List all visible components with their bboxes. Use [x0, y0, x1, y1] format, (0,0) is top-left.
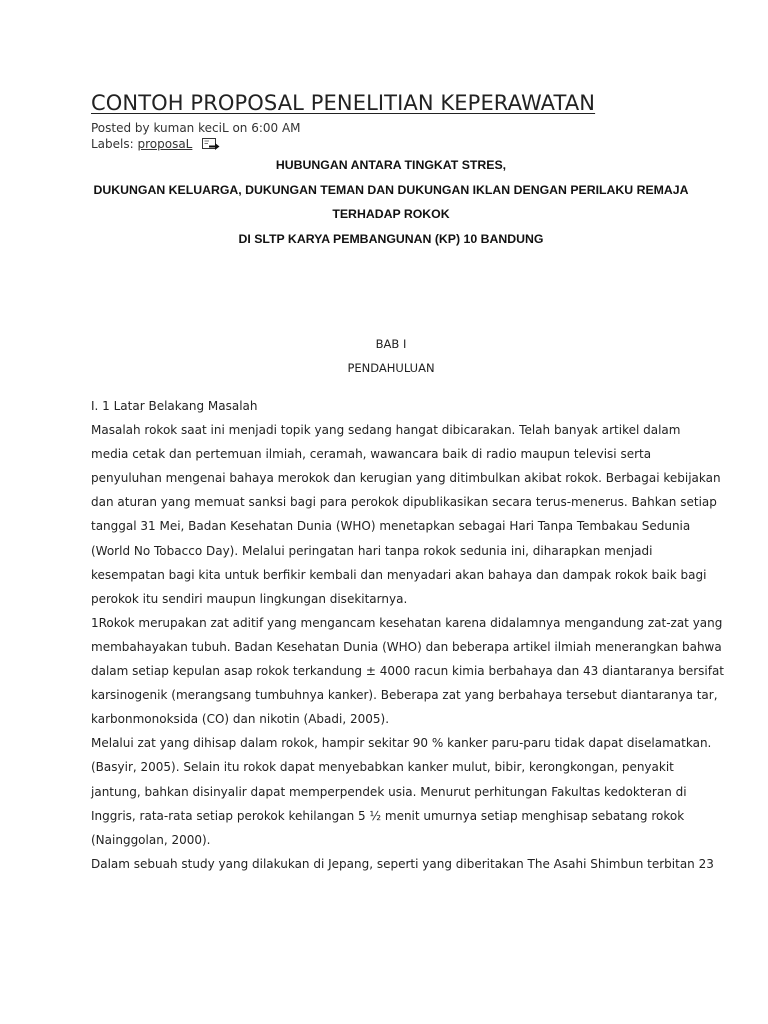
section-title: I. 1 Latar Belakang Masalah — [91, 399, 258, 413]
share-arrow-icon[interactable] — [202, 138, 220, 150]
body-line: penyuluhan mengenai bahaya merokok dan kerugian yang ditimbulkan akibat rokok. Berbagai kebijakan — [91, 471, 721, 486]
body-line: Masalah rokok saat ini menjadi topik yang sedang hangat dibicarakan. Telah banyak artikel dalam — [91, 423, 681, 438]
section-body — [91, 394, 725, 876]
heading-line: HUBUNGAN ANTARA TINGKAT STRES, — [275, 158, 507, 172]
labels-prefix: Labels: — [91, 137, 138, 151]
body-line: tanggal 31 Mei, Badan Kesehatan Dunia (WHO) menetapkan sebagai Hari Tanpa Tembakau Sedunia — [91, 519, 691, 534]
post-title[interactable]: CONTOH PROPOSAL PENELITIAN KEPERAWATAN — [91, 91, 596, 115]
body-line: Melalui zat yang dihisap dalam rokok, hampir sekitar 90 % kanker paru-paru tidak dapat diselamatkan. — [91, 736, 712, 751]
body-line: media cetak dan pertemuan ilmiah, ceramah, wawancara baik di radio maupun televisi serta — [91, 447, 652, 462]
body-line: karbonmonoksida (CO) dan nikotin (Abadi, 2005). — [91, 712, 390, 727]
chapter-name: PENDAHULUAN — [347, 361, 435, 375]
body-line: (Basyir, 2005). Selain itu rokok dapat menyebabkan kanker mulut, bibir, kerongkongan, penyakit — [91, 760, 674, 775]
body-line: (Nainggolan, 2000). — [91, 832, 211, 847]
heading-line: DUKUNGAN KELUARGA, DUKUNGAN TEMAN DAN DUKUNGAN IKLAN DENGAN PERILAKU REMAJA — [93, 182, 689, 197]
proposal-heading — [91, 153, 691, 251]
post-labels — [91, 136, 691, 152]
body-line: 1Rokok merupakan zat aditif yang mengancam kesehatan karena didalamnya mengandung zat-zat yang — [91, 615, 723, 630]
heading-line: TERHADAP ROKOK — [332, 207, 450, 221]
body-line: (World No Tobacco Day). Melalui peringatan hari tanpa rokok sedunia ini, diharapkan menjadi — [91, 543, 653, 558]
body-line: Dalam sebuah study yang dilakukan di Jepang, seperti yang diberitakan The Asahi Shimbun terbitan 23 — [91, 856, 714, 871]
document-page — [91, 88, 725, 876]
body-line: kesempatan bagi kita untuk berfikir kembali dan menyadari akan bahaya dan dampak rokok baik bagi — [91, 567, 707, 582]
body-line: membahayakan tubuh. Badan Kesehatan Dunia (WHO) dan beberapa artikel ilmiah menerangkan bahwa — [91, 639, 722, 654]
heading-line: DI SLTP KARYA PEMBANGUNAN (KP) 10 BANDUNG — [238, 231, 544, 246]
body-line: karsinogenik (merangsang tumbuhnya kanker). Beberapa zat yang berbahaya tersebut diantaranya tar, — [91, 688, 718, 703]
body-line: perokok itu sendiri maupun lingkungan disekitarnya. — [91, 591, 408, 606]
body-line: jantung, bahkan disinyalir dapat memperpendek usia. Menurut perhitungan Fakultas kedokteran di — [91, 784, 687, 799]
post-byline: Posted by kuman keciL on 6:00 AM — [91, 121, 301, 135]
body-line: dan aturan yang memuat sanksi bagi para perokok dipublikasikan secara terus-menerus. Bahkan setiap — [91, 495, 717, 510]
body-line: dalam setiap kepulan asap rokok terkandung ± 4000 racun kimia berbahaya dan 43 diantaranya bersifat — [91, 664, 725, 679]
chapter-number: BAB I — [375, 337, 407, 351]
label-link-proposal[interactable]: proposaL — [137, 137, 193, 151]
body-line: Inggris, rata-rata setiap perokok kehilangan 5 ½ menit umurnya setiap menghisap sebatang rokok — [91, 808, 685, 823]
